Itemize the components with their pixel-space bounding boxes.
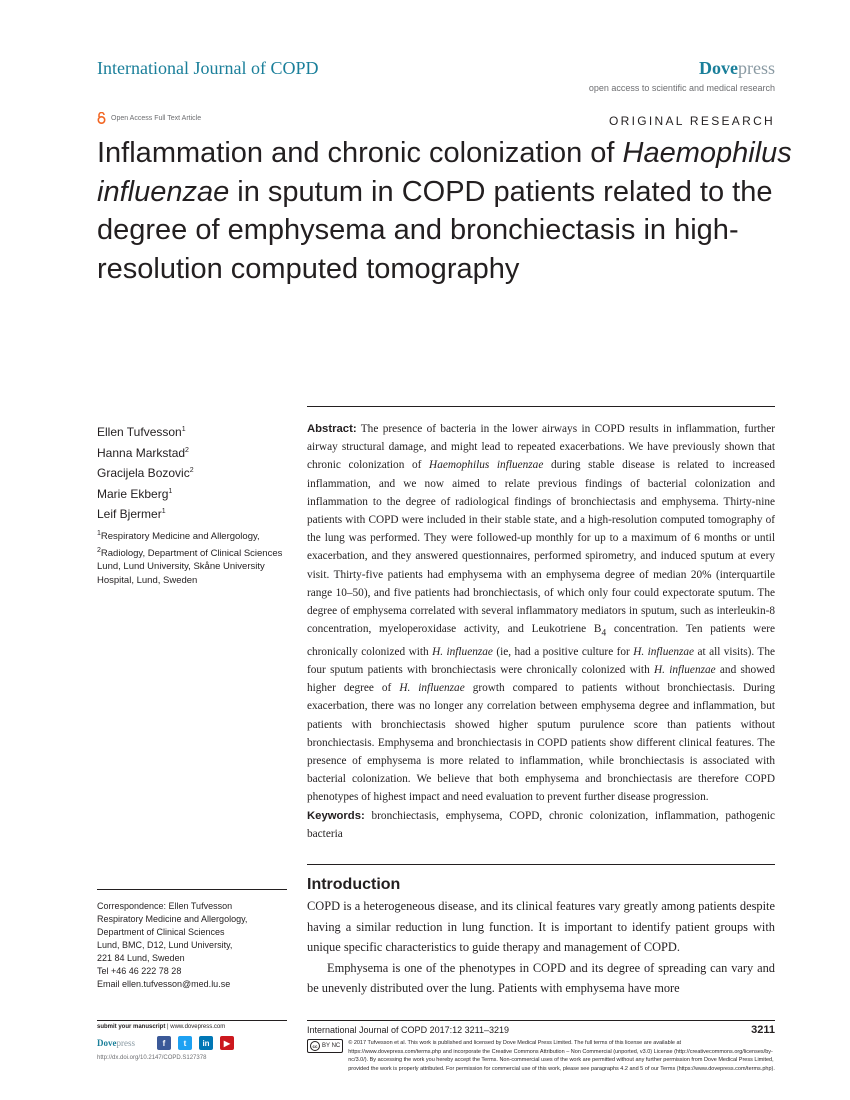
facebook-icon[interactable]: f — [157, 1036, 171, 1050]
social-links — [157, 1036, 234, 1050]
keywords: Keywords: bronchiectasis, emphysema, COPD, chronic colonization, inflammation, pathogenic bacteria — [307, 809, 775, 840]
title-part1: Inflammation and chronic colonization of — [97, 137, 623, 169]
brand-dove: Dove — [699, 58, 738, 78]
footer-left — [97, 1020, 287, 1061]
open-access-badge — [97, 112, 201, 124]
affiliations: $^1$Respiratory Medicine and Allergology, $^2$Radiology, Department of Clinical Sciences Lund, Lund University, Skåne University Hospital, Lund, Sweden — [97, 530, 283, 586]
submit-manuscript[interactable]: submit your manuscript | www.dovepress.com — [97, 1020, 287, 1030]
brand-press: press — [738, 58, 775, 78]
footer-dovepress-logo[interactable]: Dovepress — [97, 1038, 135, 1048]
author: Leif Bjermer$^1$ — [97, 507, 166, 522]
author: Gracijela Bozovic$^2$ — [97, 466, 194, 481]
open-access-icon — [97, 112, 106, 124]
author: Marie Ekberg$^1$ — [97, 486, 173, 501]
author: Ellen Tufvesson$^1$ — [97, 425, 186, 439]
intro-paragraph: COPD is a heterogeneous disease, and its clinical features vary greatly among patients despite having a similar reduction in lung function. It is important to identify patient groups with unique specific characteristics to guide therapy and management of COPD. — [307, 899, 775, 955]
doi-link[interactable]: http://dx.doi.org/10.2147/COPD.S127378 — [97, 1055, 207, 1061]
abstract-label: Abstract: — [307, 423, 357, 435]
abstract-text: Abstract: The presence of bacteria in the lower airways in COPD results in inflammation, further airway structural damage, and might lead to repeated exacerbations. We have previously shown that chronic colonization of Haemophilus influenzae during stable disease is related to increased inflammation, and we now aimed to relate previous findings of bacterial colonization and inflammation to the degree of radiological findings of bronchiectasis and emphysema. Thirty-nine patients with COPD were included in their stable state, and a high-resolution computed tomography of the lung was performed. They were followed-up monthly for up to a maximum of 6 months or until exacerbation, and they answered questionnaires, performed spirometry, and induced sputum at every visit. Thirty-five patients had emphysema with an emphysema degree of median 20% (interquartile range 10–50), and five patients had bronchiectasis, of which only four could expectorate sputum. The degree of emphysema correlated with several inflammatory mediators in sputum, such as interleukin-8 concentration, myeloperoxidase activity, and Leukotriene $B_4$ concentration. Ten patients were chronically colonized with H. influenzae (ie, had a positive culture for H. influenzae at all visits). The four sputum patients with bronchiectasis were chronically colonized with H. influenzae and showed higher degree of H. influenzae growth compared to patients without bronchiectasis. During exacerbation, there was no longer any correlation between emphysema degree and inflammation, but patients with bronchiectasis showed higher sputum purulence score than patients without bronchiectasis. Emphysema and bronchiectasis in COPD patients show different clinical features. The presence of emphysema is more related to inflammation, while bronchiectasis is associated with bacterial colonization. We believe that both emphysema and bronchiectasis are therefore COPD phenotypes of highest impact and need evaluation to prevent further disease progression. — [307, 423, 776, 804]
intro-paragraph: Emphysema is one of the phenotypes in COPD and its degree of spreading can vary and be unevenly distributed over the lung. Patients with emphysema have more — [307, 960, 775, 996]
twitter-icon[interactable]: t — [178, 1036, 192, 1050]
youtube-icon[interactable]: ▶ — [220, 1036, 234, 1050]
author-list — [97, 421, 194, 524]
license-row — [307, 1039, 775, 1073]
footer-brand-row — [97, 1036, 287, 1050]
linkedin-icon[interactable]: in — [199, 1036, 213, 1050]
title-italic: Haemophilus influenzae — [97, 137, 792, 208]
dovepress-logo[interactable] — [699, 58, 775, 79]
submit-url[interactable]: www.dovepress.com — [170, 1024, 226, 1030]
footer-right — [307, 1020, 775, 1073]
correspondence-email[interactable]: Email ellen.tufvesson@med.lu.se — [97, 979, 231, 989]
creative-commons-icon[interactable]: cc BY NC — [307, 1039, 343, 1053]
cc-icon: cc — [310, 1041, 320, 1051]
author: Hanna Markstad$^2$ — [97, 445, 189, 460]
tagline: open access to scientific and medical research — [588, 83, 775, 93]
license-text: © 2017 Tufvesson et al. This work is published and licensed by Dove Medical Press Limited. The full terms of this license are available at https://www.dovepress.com/terms.php and incorporate the Creative Commons Attribution – Non Commercial (unported, v3.0) License (http://creativecommons.org/licenses/by-nc/3.0/). By accessing the work you hereby accept the Terms. Non-commercial uses of the work are permitted without any further permission from Dove Medical Press Limited, provided the work is properly attributed. For permission for commercial use of this work, please see paragraphs 4.2 and 5 of our Terms (https://www.dovepress.com/terms.php). — [348, 1040, 775, 1072]
abstract-section — [307, 406, 775, 843]
article-type: ORIGINAL RESEARCH — [608, 114, 775, 128]
introduction-heading: Introduction — [307, 876, 401, 893]
footer-citation-row — [307, 1020, 775, 1036]
correspondence: Correspondence: Ellen Tufvesson Respiratory Medicine and Allergology, Department of Clinical Sciences Lund, BMC, D12, Lund University, 221 84 Lund, Sweden Tel +46 46 222 78 28 Email ellen.tufvesson@med.lu.se — [97, 889, 287, 991]
footer-citation: International Journal of COPD 2017:12 3211–3219 — [307, 1025, 509, 1035]
article-title — [97, 134, 797, 288]
keywords-label: Keywords: — [307, 809, 365, 822]
correspondence-label: Correspondence: Ellen Tufvesson — [97, 901, 233, 911]
title-part2: in sputum in COPD patients related to the degree of emphysema and bronchiectasis in high-resolution computed tomography — [97, 175, 773, 285]
open-access-label: Open Access Full Text Article — [111, 114, 202, 122]
introduction-section — [307, 864, 775, 999]
page-number: 3211 — [751, 1024, 775, 1036]
journal-name: International Journal of COPD — [97, 58, 319, 78]
